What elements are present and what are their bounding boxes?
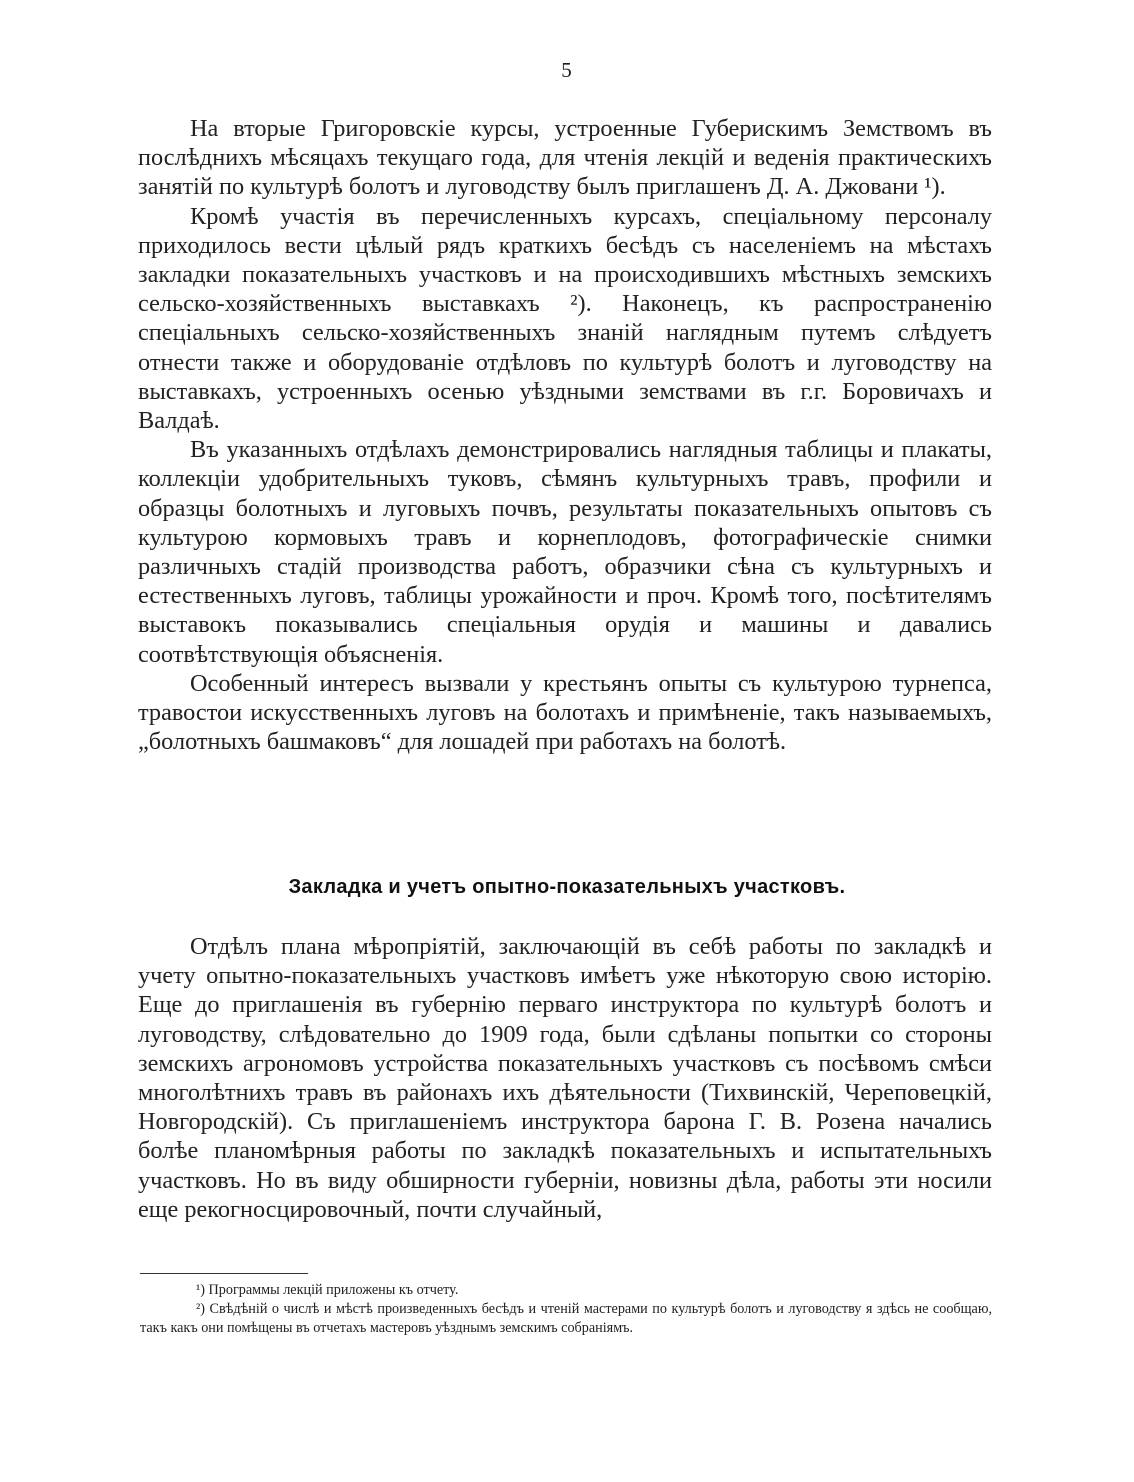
paragraph-interest: Особенный интересъ вызвали у крестьянъ опыты съ культурою турнепса, травостои искусственныхъ луговъ на болотахъ и примѣненіе, такъ называемыхъ, „болотныхъ башмаковъ“ для лошадей при работахъ на болотѣ. bbox=[138, 669, 992, 756]
footnote-2: ²) Свѣдѣній о числѣ и мѣстѣ произведенныхъ бесѣдъ и чтеній мастерами по культурѣ болотъ и луговодству я здѣсь не сообщаю, такъ какъ они помѣщены въ отчетахъ мастеровъ уѣзднымъ земскимъ собраніямъ. bbox=[140, 1300, 992, 1336]
footnote-1: ¹) Программы лекцій приложены къ отчету. bbox=[196, 1282, 459, 1298]
paragraph-history: Отдѣлъ плана мѣропріятій, заключающій въ себѣ работы по закладкѣ и учету опытно-показательныхъ участковъ имѣетъ уже нѣкоторую свою исторію. Еще до приглашенія въ губернію перваго инструктора по культурѣ болотъ и луговодству, слѣдовательно до 1909 года, были сдѣланы попытки со стороны земскихъ агрономовъ устройства показательныхъ участковъ съ посѣвомъ смѣси многолѣтнихъ травъ въ районахъ ихъ дѣятельности (Тихвинскій, Череповецкій, Новгородскій). Съ приглашеніемъ инструктора барона Г. В. Розена начались болѣе планомѣрныя работы по закладкѣ показательныхъ и испытательныхъ участковъ. Но въ виду обширности губерніи, новизны дѣла, работы эти носили еще рекогносцировочный, почти случайный, bbox=[138, 933, 992, 1223]
bottom-text-block bbox=[138, 932, 992, 1224]
page-number: 5 bbox=[561, 58, 573, 82]
paragraph-exhibits: Въ указанныхъ отдѣлахъ демонстрировались наглядныя таблицы и плакаты, коллекціи удобрительныхъ туковъ, сѣмянъ культурныхъ травъ, профили и образцы болотныхъ и луговыхъ почвъ, результаты показательныхъ опытовъ съ культурою кормовыхъ травъ и корнеплодовъ, фотографическіе снимки различныхъ стадій производства работъ, образчики сѣна съ культурныхъ и естественныхъ луговъ, таблицы урожайности и проч. Кромѣ того, посѣтителямъ выставокъ показывались спеціальныя орудія и машины и давались соотвѣтствующія объясненія. bbox=[138, 436, 992, 668]
section-heading: Закладка и учетъ опытно-показательныхъ участковъ. bbox=[288, 876, 846, 898]
footnote-divider bbox=[140, 1273, 308, 1274]
top-text-block bbox=[138, 114, 992, 756]
footnotes bbox=[140, 1281, 992, 1337]
paragraph-talks: Кромѣ участія въ перечисленныхъ курсахъ, спеціальному персоналу приходилось вести цѣлый рядъ краткихъ бесѣдъ съ населеніемъ на мѣстахъ закладки показательныхъ участковъ и на происходившихъ мѣстныхъ земскихъ сельско-хозяйственныхъ выставкахъ ²). Наконецъ, къ распространенію спеціальныхъ сельско-хозяйственныхъ знаній наглядным путемъ слѣдуетъ отнести также и оборудованіе отдѣловъ по культурѣ болотъ и луговодству на выставкахъ, устроенныхъ осенью уѣздными земствами въ г.г. Боровичахъ и Валдаѣ. bbox=[138, 202, 992, 435]
paragraph-courses: На вторые Григоровскіе курсы, устроенные Губерискимъ Земствомъ въ послѣднихъ мѣсяцахъ текущаго года, для чтенія лекцій и веденія практическихъ занятій по культурѣ болотъ и луговодству былъ приглашенъ Д. А. Джовани ¹). bbox=[138, 115, 992, 201]
